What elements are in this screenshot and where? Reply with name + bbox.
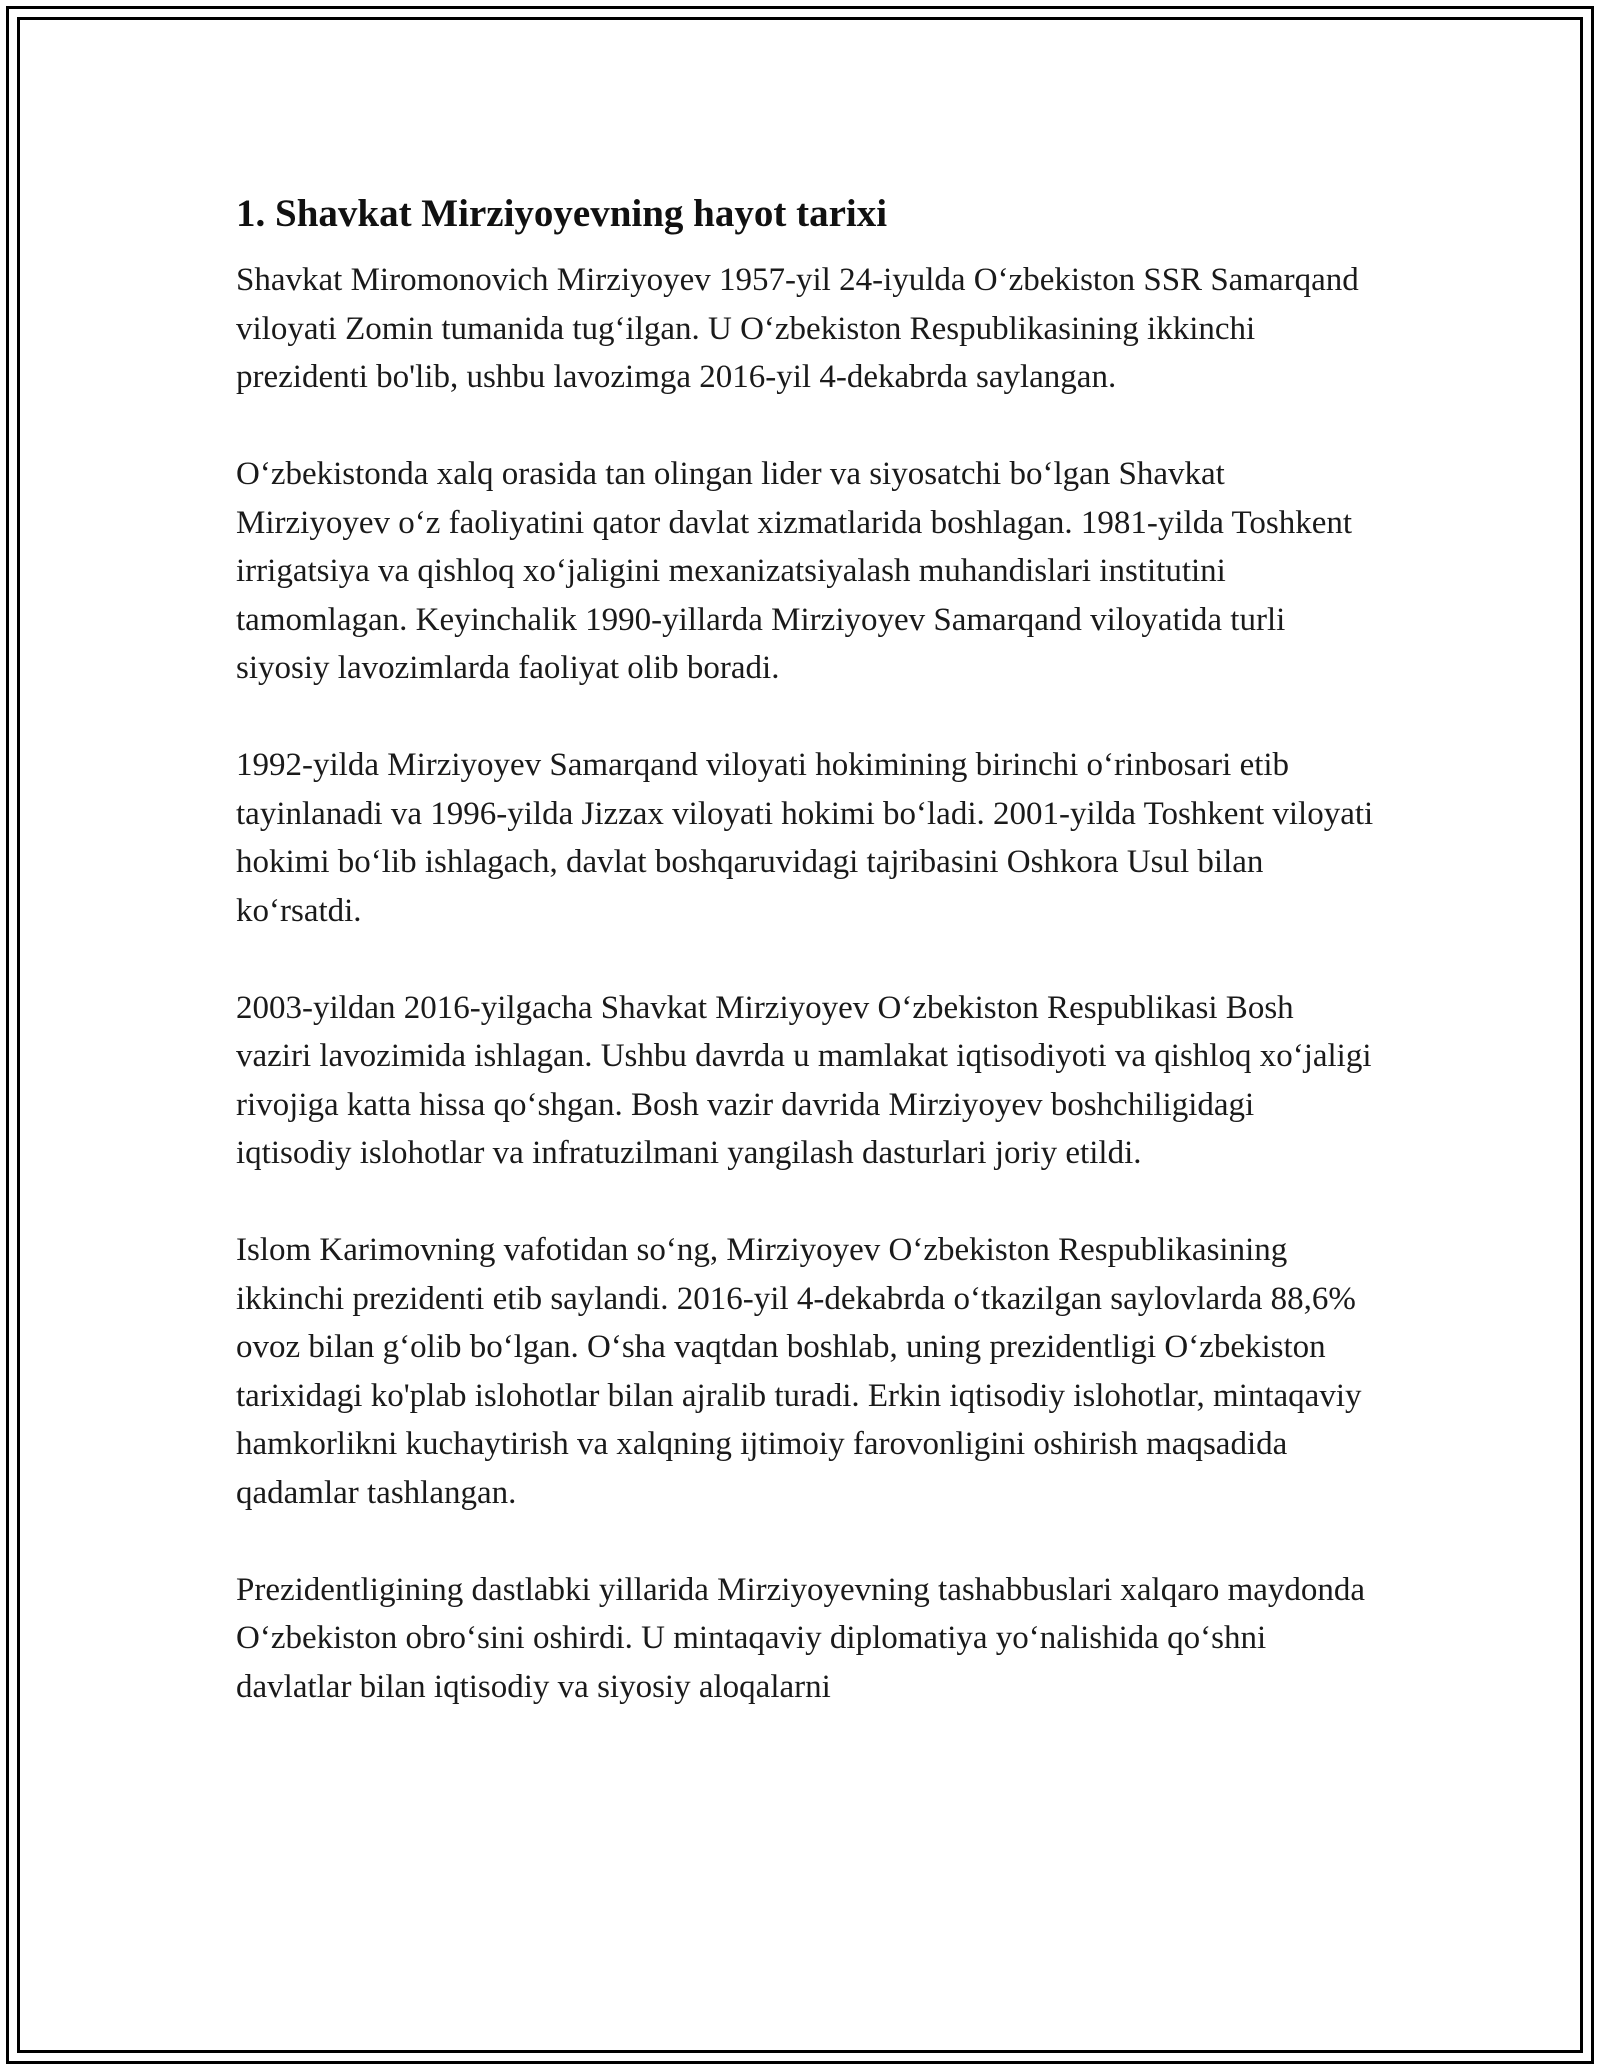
document-content (236, 188, 1376, 1760)
section-title: 1. Shavkat Mirziyoyevning hayot tarixi (236, 192, 888, 235)
paragraph-presidency: Islom Karimovning vafotidan soʻng, Mirziyoyev Oʻzbekiston Respublikasining ikkinchi prezidenti etib saylandi. 2016-yil 4-dekabrda oʻtkazilgan saylovlarda 88,6% ovoz bilan gʻolib boʻlgan. Oʻsha vaqtdan boshlab, uning prezidentligi Oʻzbekiston tarixidagi ko'plab islohotlar bilan ajralib turadi. Erkin iqtisodiy islohotlar, mintaqaviy hamkorlikni kuchaytirish va xalqning ijtimoiy farovonligini oshirish maqsadida qadamlar tashlangan. (236, 1232, 1362, 1511)
paragraph-prime-minister: 2003-yildan 2016-yilgacha Shavkat Mirziyoyev Oʻzbekiston Respublikasi Bosh vaziri lavozimida ishlagan. Ushbu davrda u mamlakat iqtisodiyoti va qishloq xoʻjaligi rivojiga katta hissa qoʻshgan. Bosh vazir davrida Mirziyoyev boshchiligidagi iqtisodiy islohotlar va infratuzilmani yangilash dasturlari joriy etildi. (236, 989, 1372, 1171)
paragraph-birth: Shavkat Miromonovich Mirziyoyev 1957-yil 24-iyulda Oʻzbekiston SSR Samarqand viloyati Zomin tumanida tugʻilgan. U Oʻzbekiston Respublikasining ikkinchi prezidenti bo'lib, ushbu lavozimga 2016-yil 4-dekabrda saylangan. (236, 262, 1359, 395)
paragraph-hokim: 1992-yilda Mirziyoyev Samarqand viloyati hokimining birinchi oʻrinbosari etib tayinlanadi va 1996-yilda Jizzax viloyati hokimi boʻladi. 2001-yilda Toshkent viloyati hokimi boʻlib ishlagach, davlat boshqaruvidagi tajribasini Oshkora Usul bilan koʻrsatdi. (236, 747, 1374, 929)
paragraph-diplomacy: Prezidentligining dastlabki yillarida Mirziyoyevning tashabbuslari xalqaro maydonda Oʻzbekiston obroʻsini oshirdi. U mintaqaviy diplomatiya yoʻnalishida qoʻshni davlatlar bilan iqtisodiy va siyosiy aloqalarni (236, 1571, 1366, 1705)
paragraph-early-career: Oʻzbekistonda xalq orasida tan olingan lider va siyosatchi boʻlgan Shavkat Mirziyoyev oʻz faoliyatini qator davlat xizmatlarida boshlagan. 1981-yilda Toshkent irrigatsiya va qishloq xoʻjaligini mexanizatsiyalash muhandislari institutini tamomlagan. Keyinchalik 1990-yillarda Mirziyoyev Samarqand viloyatida turli siyosiy lavozimlarda faoliyat olib boradi. (236, 456, 1353, 686)
